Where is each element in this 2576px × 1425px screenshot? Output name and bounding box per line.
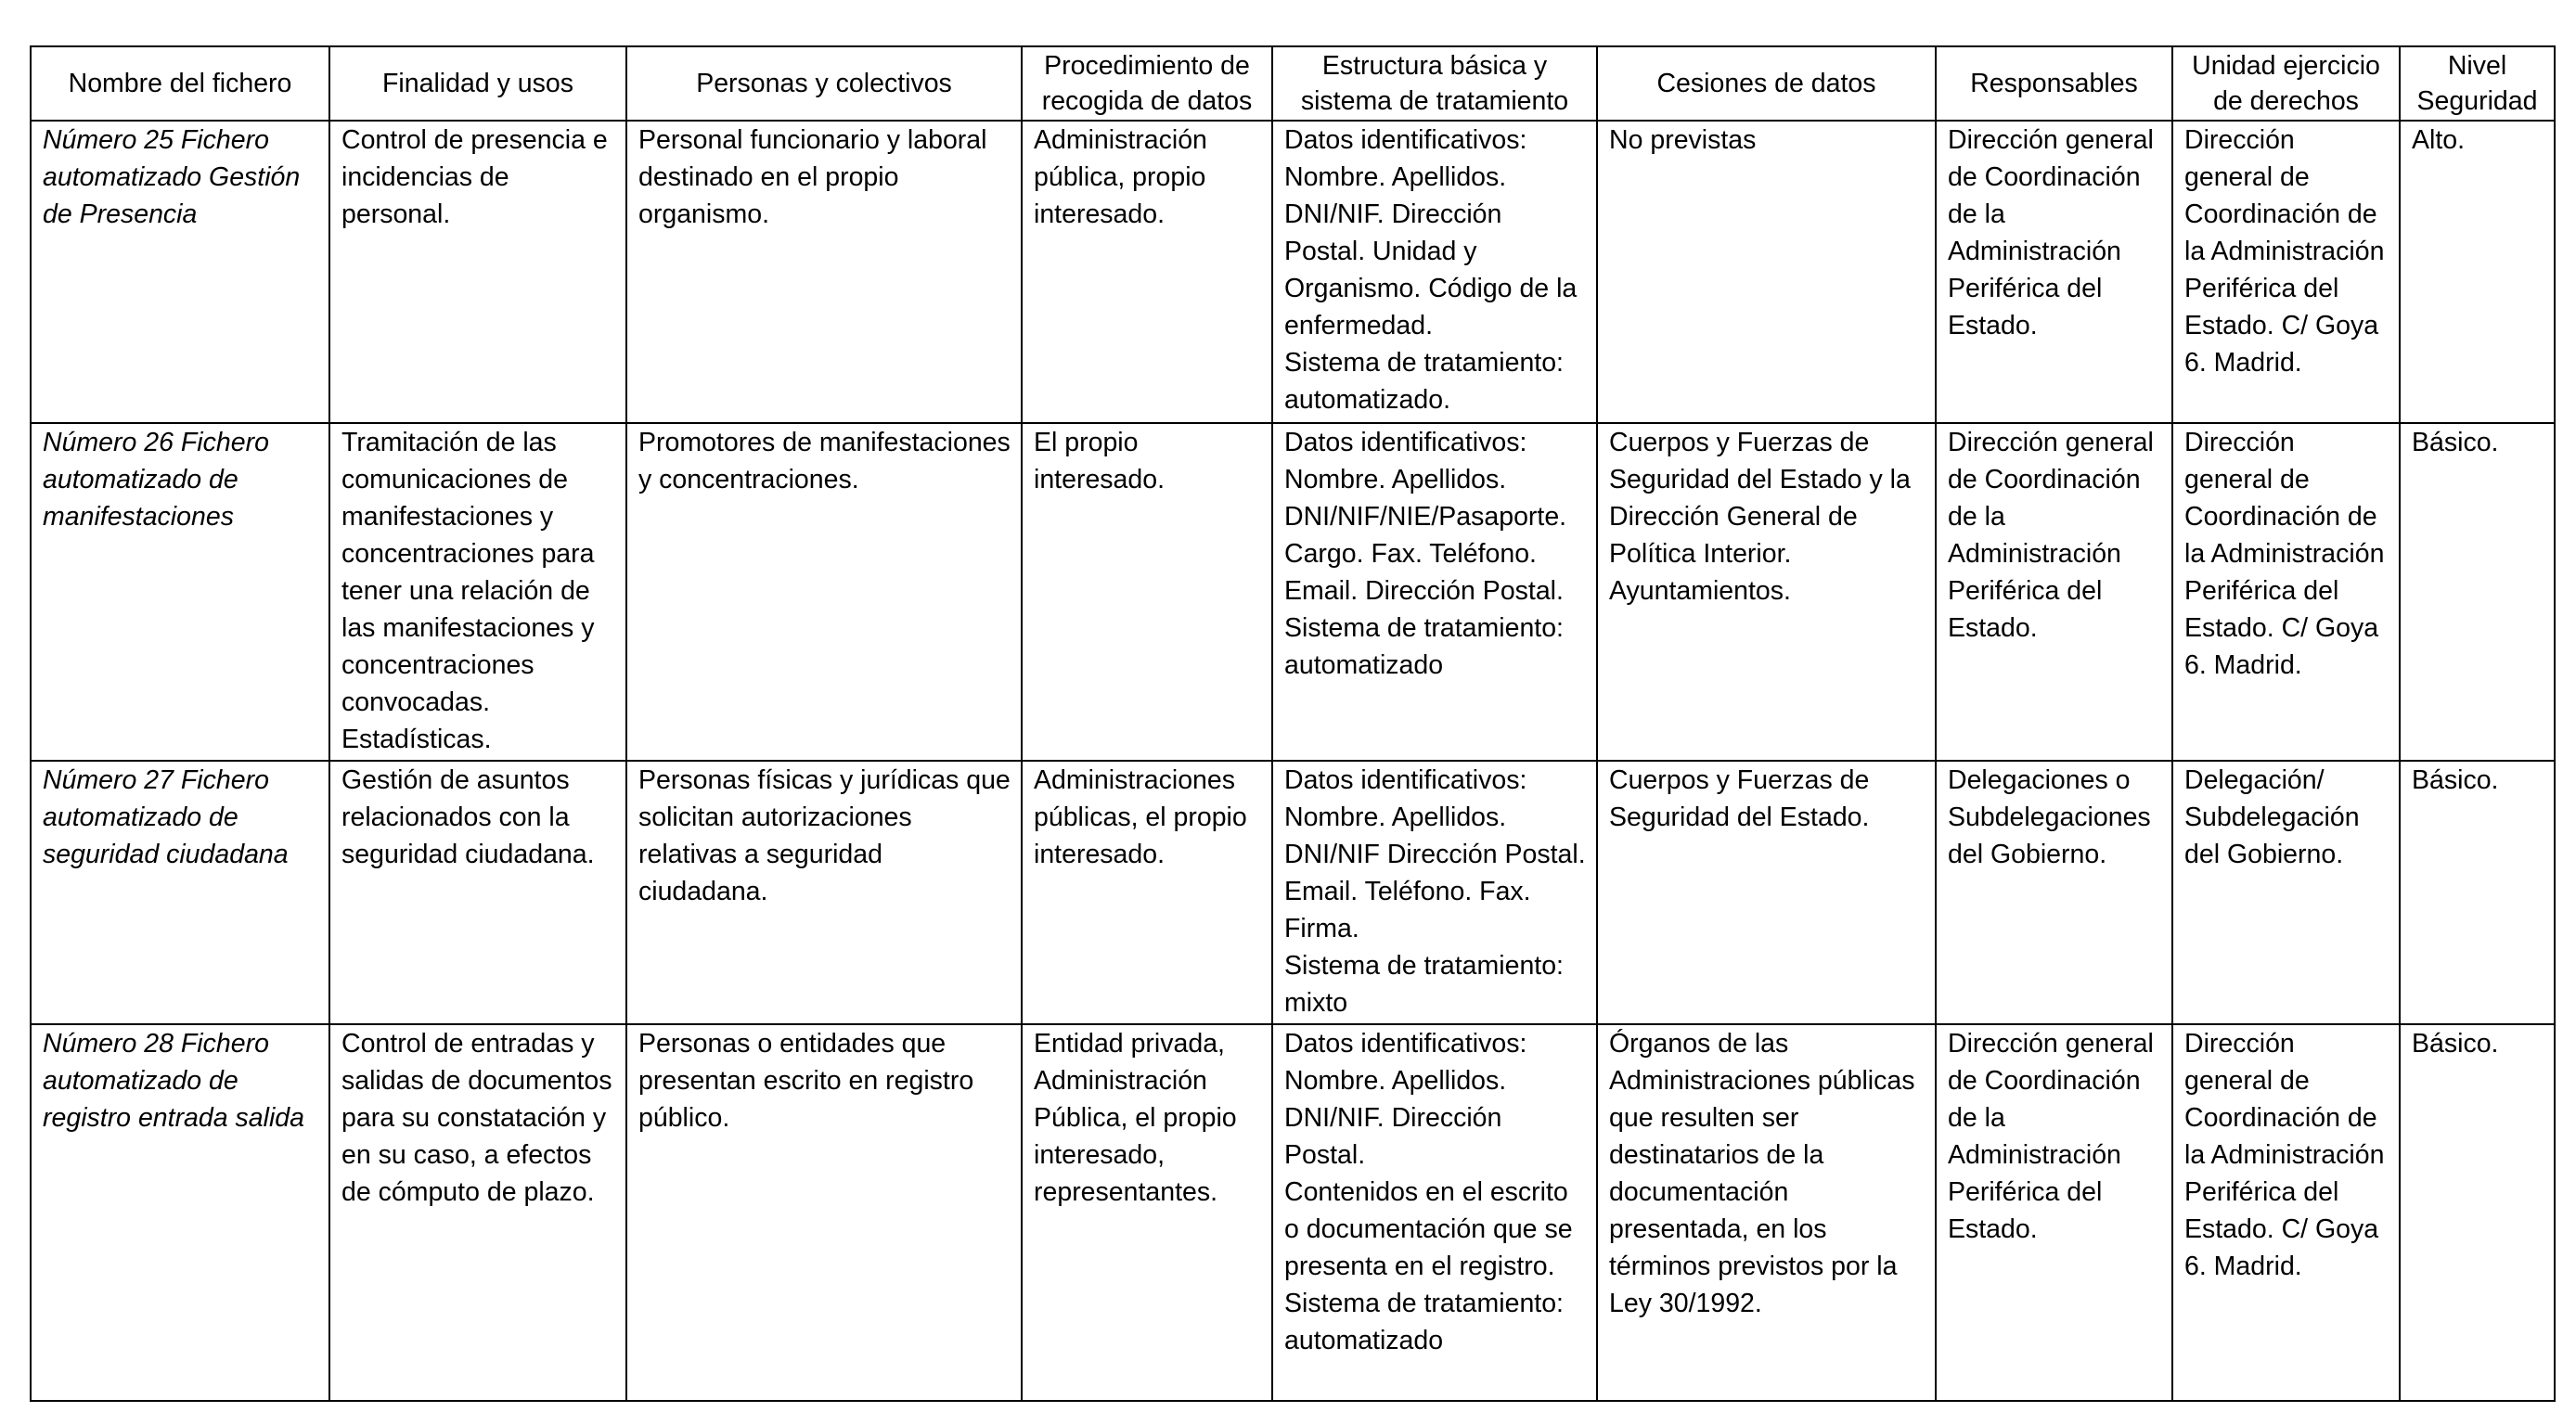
- cell-finalidad: Gestión de asuntos relacionados con la seguridad ciudadana.: [329, 761, 626, 1024]
- table-row: [31, 1024, 2555, 1401]
- header-finalidad: Finalidad y usos: [329, 46, 626, 121]
- table-header-row: [31, 46, 2555, 121]
- cell-procedimiento: Entidad privada, Administración Pública, el propio interesado, representantes.: [1022, 1024, 1272, 1401]
- cell-unidad: Dirección general de Coordinación de la Administración Periférica del Estado. C/ Goya 6. Madrid.: [2172, 1024, 2400, 1401]
- cell-nivel: Alto.: [2400, 121, 2555, 423]
- table-row: [31, 761, 2555, 1024]
- cell-nivel: Básico.: [2400, 1024, 2555, 1401]
- cell-unidad: Dirección general de Coordinación de la Administración Periférica del Estado. C/ Goya 6. Madrid.: [2172, 121, 2400, 423]
- cell-unidad: Dirección general de Coordinación de la Administración Periférica del Estado. C/ Goya 6. Madrid.: [2172, 423, 2400, 761]
- header-nombre: Nombre del fichero: [31, 46, 329, 121]
- header-unidad: Unidad ejercicio de derechos: [2172, 46, 2400, 121]
- cell-nombre: Número 25 Fichero automatizado Gestión de Presencia: [31, 121, 329, 423]
- cell-finalidad: Control de presencia e incidencias de personal.: [329, 121, 626, 423]
- cell-estructura: Datos identificativos: Nombre. Apellidos. DNI/NIF Dirección Postal. Email. Teléfono. Fax. Firma. Sistema de tratamiento: mixto: [1272, 761, 1597, 1024]
- cell-nombre: Número 26 Fichero automatizado de manifestaciones: [31, 423, 329, 761]
- cell-cesiones: Cuerpos y Fuerzas de Seguridad del Estado y la Dirección General de Política Interior. Ayuntamientos.: [1597, 423, 1936, 761]
- cell-cesiones: Cuerpos y Fuerzas de Seguridad del Estado.: [1597, 761, 1936, 1024]
- cell-personas: Personal funcionario y laboral destinado en el propio organismo.: [626, 121, 1022, 423]
- cell-procedimiento: Administraciones públicas, el propio interesado.: [1022, 761, 1272, 1024]
- data-files-table: [30, 45, 2556, 1402]
- table-row: [31, 121, 2555, 423]
- cell-responsables: Dirección general de Coordinación de la Administración Periférica del Estado.: [1936, 1024, 2172, 1401]
- header-estructura: Estructura básica y sistema de tratamiento: [1272, 46, 1597, 121]
- header-cesiones: Cesiones de datos: [1597, 46, 1936, 121]
- cell-nombre: Número 28 Fichero automatizado de registro entrada salida: [31, 1024, 329, 1401]
- cell-procedimiento: Administración pública, propio interesado.: [1022, 121, 1272, 423]
- cell-nivel: Básico.: [2400, 761, 2555, 1024]
- header-nivel: Nivel Seguridad: [2400, 46, 2555, 121]
- cell-finalidad: Control de entradas y salidas de documentos para su constatación y en su caso, a efectos de cómputo de plazo.: [329, 1024, 626, 1401]
- cell-personas: Personas físicas y jurídicas que solicitan autorizaciones relativas a seguridad ciudadana.: [626, 761, 1022, 1024]
- header-responsables: Responsables: [1936, 46, 2172, 121]
- cell-responsables: Delegaciones o Subdelegaciones del Gobierno.: [1936, 761, 2172, 1024]
- cell-unidad: Delegación/ Subdelegación del Gobierno.: [2172, 761, 2400, 1024]
- cell-nombre: Número 27 Fichero automatizado de seguridad ciudadana: [31, 761, 329, 1024]
- header-procedimiento: Procedimiento de recogida de datos: [1022, 46, 1272, 121]
- cell-estructura: Datos identificativos: Nombre. Apellidos. DNI/NIF/NIE/Pasaporte. Cargo. Fax. Teléfono. Email. Dirección Postal. Sistema de tratamiento: automatizado: [1272, 423, 1597, 761]
- cell-estructura: Datos identificativos: Nombre. Apellidos. DNI/NIF. Dirección Postal. Contenidos en el escrito o documentación que se presenta en el registro. Sistema de tratamiento: automatizado: [1272, 1024, 1597, 1401]
- cell-estructura: Datos identificativos: Nombre. Apellidos. DNI/NIF. Dirección Postal. Unidad y Organismo. Código de la enfermedad. Sistema de tratamiento: automatizado.: [1272, 121, 1597, 423]
- table-row: [31, 423, 2555, 761]
- cell-nivel: Básico.: [2400, 423, 2555, 761]
- cell-personas: Personas o entidades que presentan escrito en registro público.: [626, 1024, 1022, 1401]
- header-personas: Personas y colectivos: [626, 46, 1022, 121]
- cell-cesiones: No previstas: [1597, 121, 1936, 423]
- cell-cesiones: Órganos de las Administraciones públicas que resulten ser destinatarios de la documentación presentada, en los términos previstos por la Ley 30/1992.: [1597, 1024, 1936, 1401]
- cell-finalidad: Tramitación de las comunicaciones de manifestaciones y concentraciones para tener una relación de las manifestaciones y concentraciones convocadas. Estadísticas.: [329, 423, 626, 761]
- cell-personas: Promotores de manifestaciones y concentraciones.: [626, 423, 1022, 761]
- cell-responsables: Dirección general de Coordinación de la Administración Periférica del Estado.: [1936, 423, 2172, 761]
- cell-responsables: Dirección general de Coordinación de la Administración Periférica del Estado.: [1936, 121, 2172, 423]
- data-files-table-container: [30, 45, 2554, 1402]
- cell-procedimiento: El propio interesado.: [1022, 423, 1272, 761]
